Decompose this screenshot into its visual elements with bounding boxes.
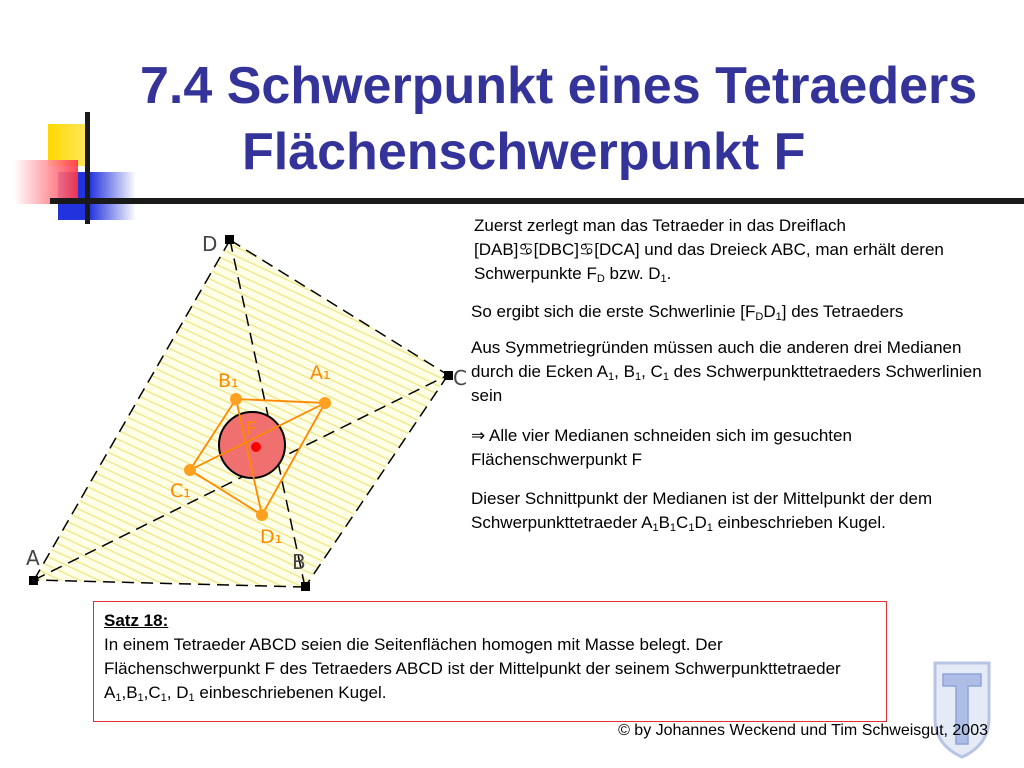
label-C: C xyxy=(453,366,467,390)
label-D1: D₁ xyxy=(260,526,283,548)
paragraph-first-median: So ergibt sich die erste Schwerlinie $[F_DD_1]$ des Tetraeders xyxy=(471,302,904,323)
label-A1: A₁ xyxy=(310,362,331,384)
theorem-box xyxy=(93,601,887,722)
theorem-heading: Satz 18: xyxy=(104,611,169,630)
label-F: F xyxy=(246,418,257,440)
label-A: A xyxy=(26,546,40,570)
implies-arrow: ⇒ xyxy=(471,426,486,445)
label-B: B xyxy=(292,550,306,574)
label-C1: C₁ xyxy=(170,480,191,502)
title-underline xyxy=(50,198,1024,204)
label-B1: B₁ xyxy=(218,370,239,392)
tetrahedron-figure xyxy=(20,225,475,600)
label-D: D xyxy=(202,232,218,256)
decor-vertical-line xyxy=(85,112,90,224)
page-title: 7.4 Schwerpunkt eines Tetraeders xyxy=(140,57,978,115)
center-point-F xyxy=(251,442,261,452)
paragraph-decomposition: Zuerst zerlegt man das Tetraeder in das Dreiflach [DAB]♋[DBC]♋[DCA] und das Dreieck ABC, man erhält deren Schwerpunkte $F_D$ bzw. $D_1$. xyxy=(474,216,944,285)
shield-logo-icon xyxy=(932,660,992,760)
theorem-text: In einem Tetraeder ABCD seien die Seitenflächen homogen mit Masse belegt. Der Flächenschwerpunkt F des Tetraeders ABCD ist der Mittelpunkt der seinem Schwerpunkttetraeder $A_1,B_1,C_1$, $D_1$ einbeschriebenen Kugel. xyxy=(104,635,841,704)
paragraph-sphere: Dieser Schnittpunkt der Medianen ist der Mittelpunkt der dem Schwerpunkttetraeder $A_1B_1C_1D_1$ einbeschrieben Kugel. xyxy=(471,489,933,534)
page-subtitle: Flächenschwerpunkt F xyxy=(242,123,806,181)
paragraph-symmetry: Aus Symmetriegründen müssen auch die anderen drei Medianen durch die Ecken $A_1$, $B_1$, $C_1$ des Schwerpunkttetraeders Schwerlinien sein xyxy=(471,338,982,405)
copyright-footer: © by Johannes Weckend und Tim Schweisgut, 2003 xyxy=(618,722,988,739)
paragraph-conclusion: ⇒ Alle vier Medianen schneiden sich im gesuchten Flächenschwerpunkt F xyxy=(471,426,852,469)
glyph-symbol: ♋ xyxy=(518,240,534,259)
